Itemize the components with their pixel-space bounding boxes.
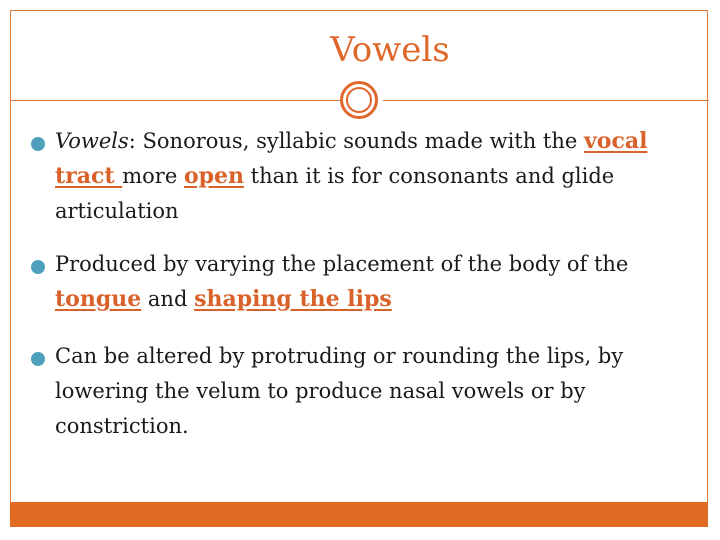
highlight-shaping-the-lips: shaping the lips bbox=[194, 286, 392, 312]
bullet2-text-a: Produced by varying the placement of the body of the bbox=[55, 252, 629, 276]
bullet-dot-icon bbox=[31, 260, 45, 274]
title-divider-right bbox=[383, 100, 709, 101]
bullet1-text-a: : Sonorous, syllabic sounds made with the bbox=[128, 129, 584, 153]
bullet-item-altered-by bbox=[31, 339, 691, 444]
bullet-dot-icon bbox=[31, 352, 45, 366]
ring-ornament-icon bbox=[340, 81, 378, 119]
bullet-list bbox=[31, 124, 691, 444]
slide-title: Vowels bbox=[330, 30, 450, 70]
highlight-open: open bbox=[183, 163, 244, 189]
bullet-item-vowels-definition bbox=[31, 124, 691, 229]
bullet1-text-c: than it is for consonants and glide articulation bbox=[55, 164, 615, 223]
title-divider-left bbox=[10, 100, 340, 101]
bullet2-text-b: and bbox=[141, 287, 195, 311]
term-vowels: Vowels bbox=[55, 129, 129, 153]
highlight-vocal-tract: vocal tract bbox=[55, 128, 648, 189]
bullet-item-produced-by bbox=[31, 247, 691, 317]
bullet1-text-b: more bbox=[122, 164, 184, 188]
bullet-dot-icon bbox=[31, 137, 45, 151]
bullet3-text: Can be altered by protruding or rounding the lips, by lowering the velum to produce nasal vowels or by constriction. bbox=[55, 344, 624, 438]
bottom-accent-bar bbox=[10, 502, 708, 527]
highlight-tongue: tongue bbox=[55, 286, 142, 312]
